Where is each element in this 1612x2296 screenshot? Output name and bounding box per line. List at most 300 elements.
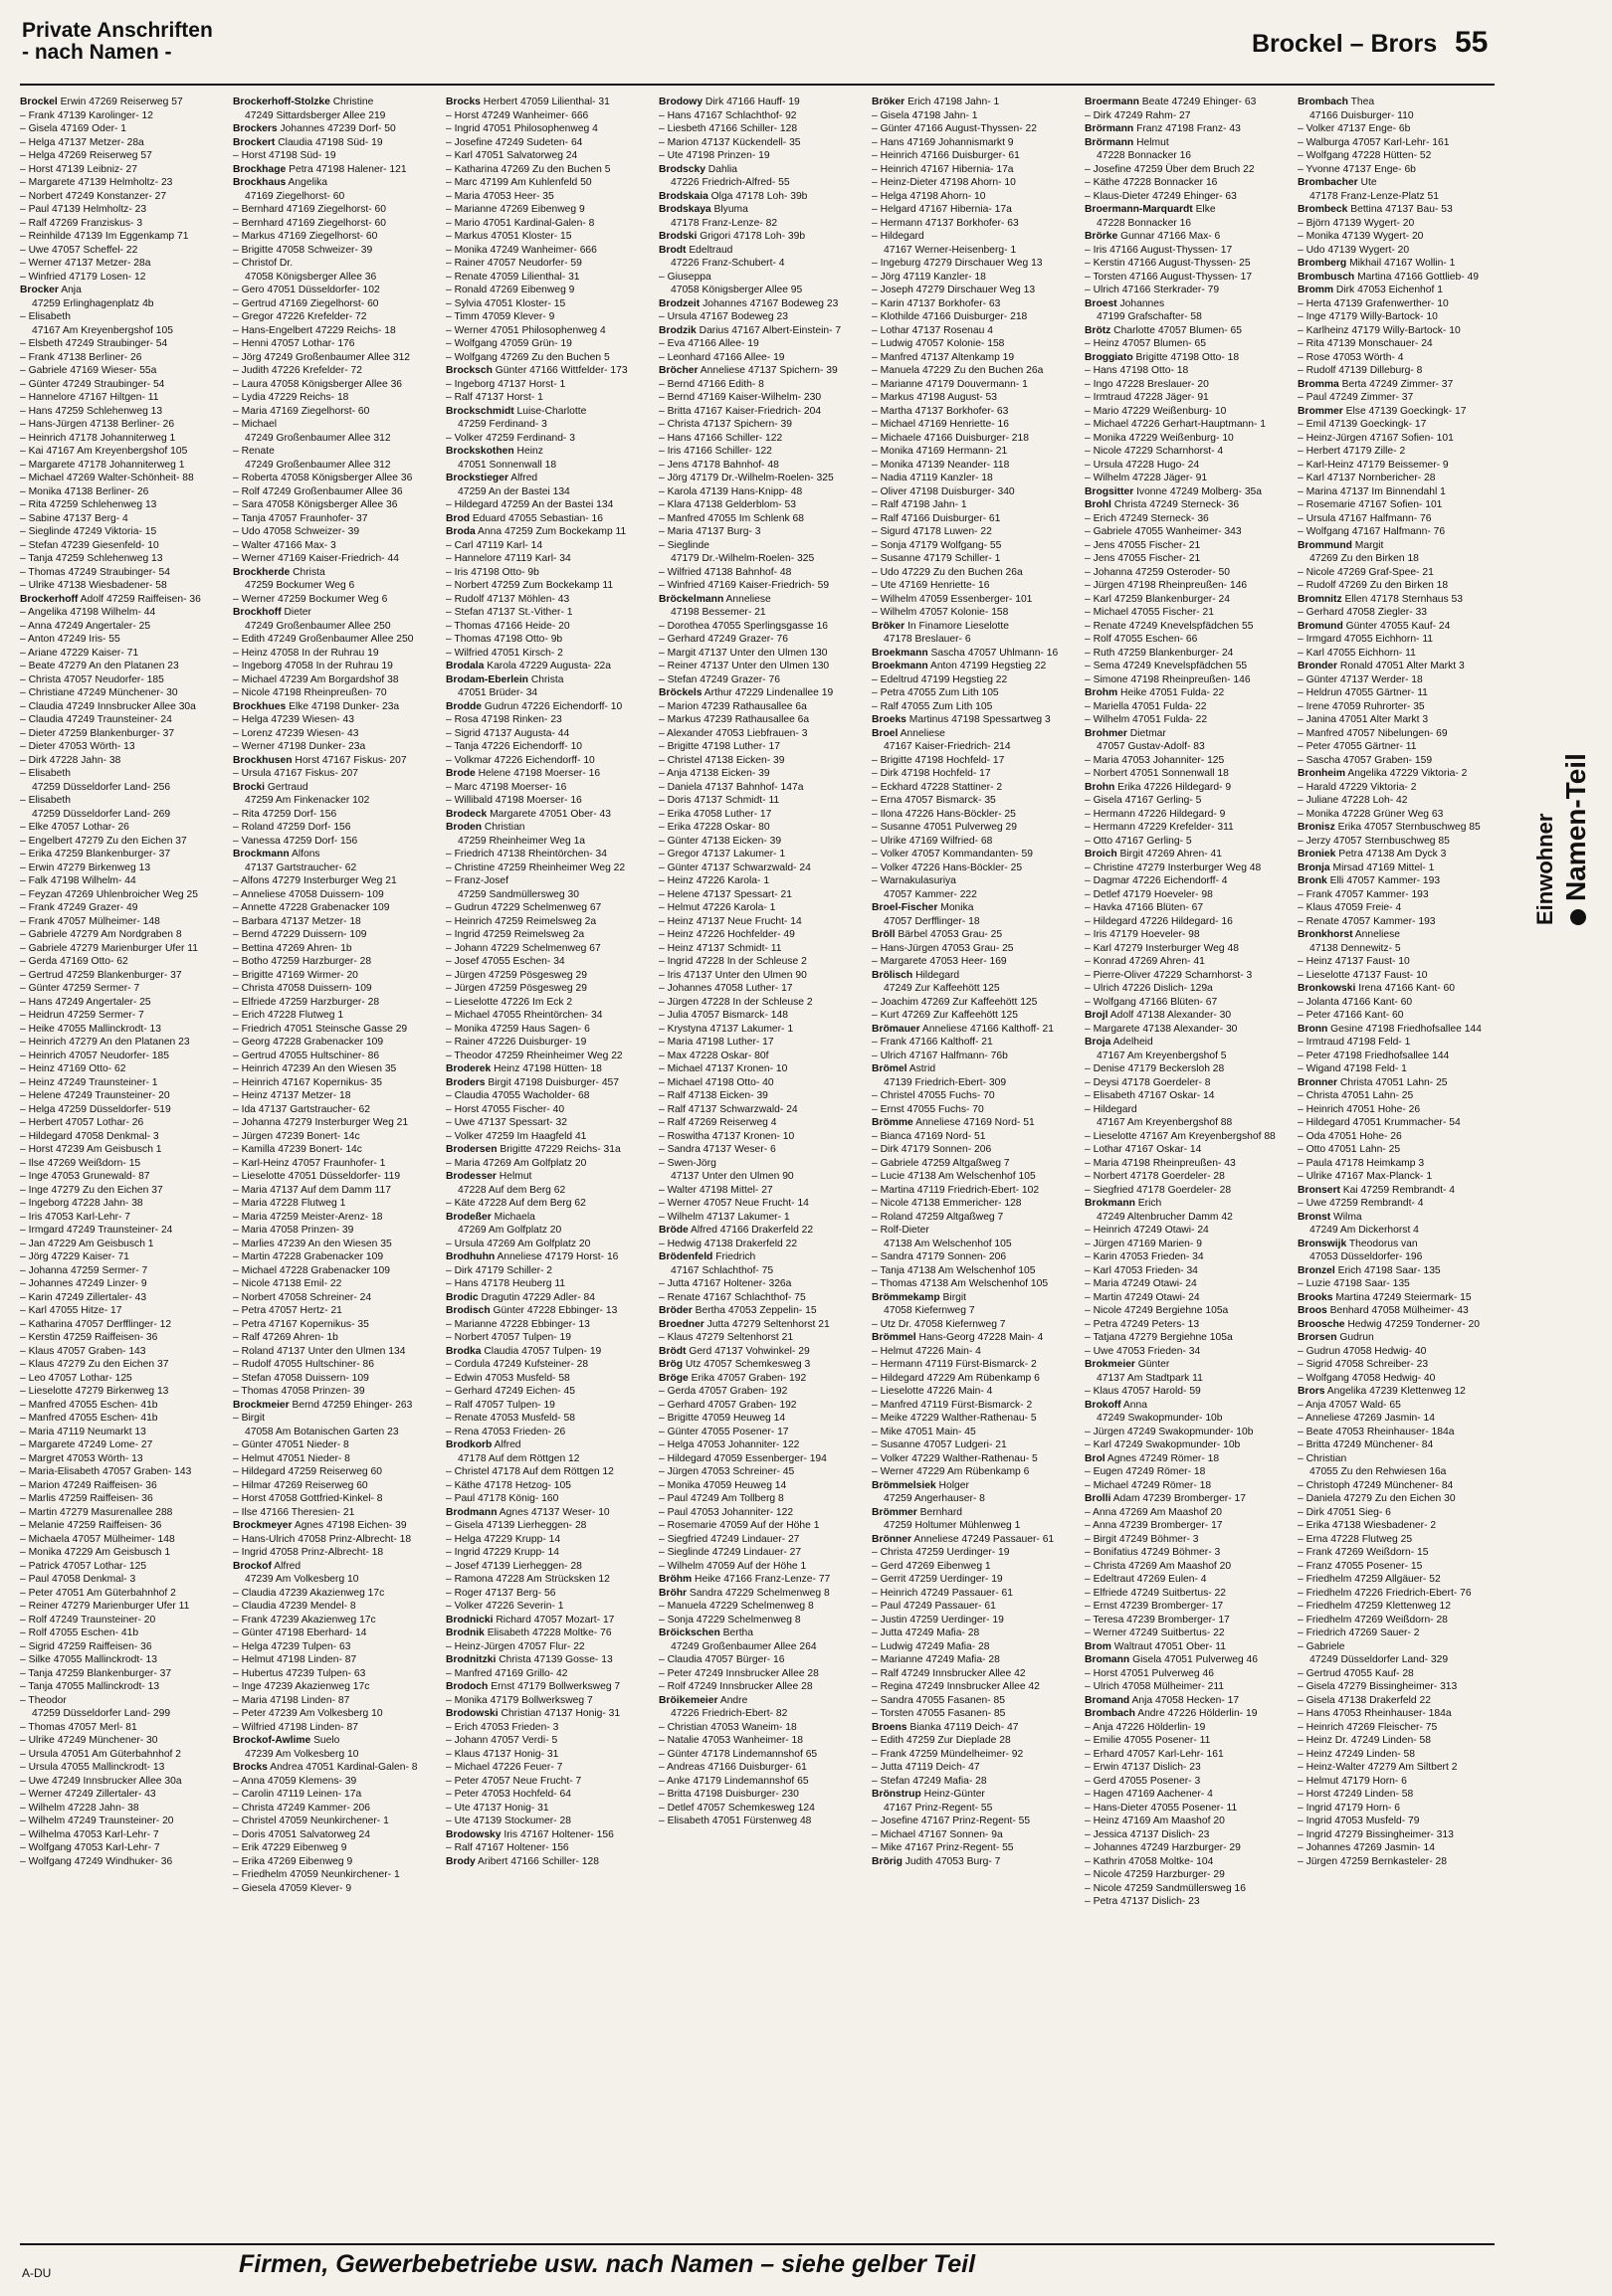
directory-entry: Broden Christian (446, 822, 525, 833)
directory-entry: – Jürgen 47259 Bernkasteler- 28 (1298, 1855, 1447, 1867)
directory-entry: – Paul 47139 Helmholtz- 23 (20, 204, 147, 215)
directory-entry: Brod Eduard 47055 Sebastian- 16 (446, 512, 603, 524)
directory-entry: 47058 Kiefernweg 7 (884, 1305, 975, 1316)
directory-entry: Brömmelsiek Holger (872, 1479, 969, 1491)
directory-entry: – Michael 47055 Fischer- 21 (1085, 607, 1214, 618)
directory-entry: – Paul 47249 Passauer- 61 (872, 1601, 996, 1612)
directory-entry: Bröker Erich 47198 Jahn- 1 (872, 96, 1000, 107)
directory-entry: – Mike 47051 Main- 45 (872, 1426, 976, 1437)
directory-entry: – Manfred 47119 Fürst-Bismarck- 2 (872, 1399, 1033, 1411)
directory-entry: – Hubertus 47239 Tulpen- 63 (233, 1667, 366, 1679)
directory-entry: – Manuela 47229 Zu den Buchen 26a (872, 365, 1044, 376)
directory-entry: – Klaus 47137 Honig- 31 (446, 1748, 559, 1760)
directory-entry: – Manfred 47055 Eschen- 41b (20, 1413, 158, 1424)
directory-entry: – Wilhelma 47053 Karl-Lehr- 7 (20, 1828, 159, 1840)
directory-entry: 47053 Düsseldorfer- 196 (1310, 1251, 1423, 1262)
directory-entry: – Nicole 47138 Emmericher- 128 (872, 1198, 1022, 1209)
directory-entry: – Hermann 47119 Fürst-Bismarck- 2 (872, 1359, 1037, 1370)
directory-entry: – Günter 47137 Schwarzwald- 24 (659, 861, 811, 873)
directory-entry: – Ursula 47228 Hugo- 24 (1085, 459, 1200, 471)
directory-entry: – Inge 47179 Willy-Bartock- 10 (1298, 311, 1438, 322)
directory-entry: Brödt Gerd 47137 Vohwinkel- 29 (659, 1345, 810, 1357)
directory-entry: – Kai 47167 Am Kreyenbergshof 105 (20, 446, 188, 457)
directory-entry: – Peter 47249 Innsbrucker Allee 28 (659, 1667, 819, 1679)
directory-entry: – Margarete 47178 Johanniterweg 1 (20, 459, 185, 471)
directory-entry: – Hildegard 47058 Denkmal- 3 (20, 1130, 159, 1142)
directory-entry: – Herbert 47057 Lothar- 26 (20, 1117, 144, 1128)
directory-entry: – Vanessa 47259 Dorf- 156 (233, 835, 358, 847)
directory-entry: Brodam-Eberlein Christa (446, 673, 564, 685)
directory-entry: – Johann 47229 Schelmenweg 67 (446, 942, 601, 954)
directory-entry: 47057 Kammer- 222 (884, 888, 977, 900)
directory-entry: Brode Helene 47198 Moerser- 16 (446, 768, 601, 779)
directory-entry: – Marlis 47259 Raiffeisen- 36 (20, 1493, 153, 1504)
directory-entry: – Franz 47055 Posener- 15 (1298, 1560, 1423, 1572)
directory-entry: – Gerhard 47057 Graben- 192 (659, 1399, 797, 1411)
directory-entry: Brockherde Christa (233, 566, 325, 578)
directory-entry: – Theodor (20, 1694, 67, 1706)
directory-entry: – Günter 47198 Eberhard- 14 (233, 1627, 367, 1638)
directory-entry: – Petra 47137 Dislich- 23 (1085, 1896, 1200, 1907)
directory-entry: Brokmeier Günter (1085, 1359, 1170, 1370)
directory-entry: – Konrad 47269 Ahren- 41 (1085, 956, 1205, 967)
directory-entry: – Jutta 47119 Deich- 47 (872, 1762, 980, 1773)
directory-entry: – Wolfgang 47059 Grün- 19 (446, 338, 572, 349)
directory-entry: – Martina 47119 Friedrich-Ebert- 102 (872, 1184, 1040, 1196)
directory-entry: – Ernst 47055 Fuchs- 70 (872, 1103, 984, 1115)
directory-entry: – Susanne 47051 Pulverweg 29 (872, 822, 1017, 833)
directory-entry: – Peter 47053 Hochfeld- 64 (446, 1789, 571, 1800)
directory-entry: – Jessica 47137 Dislich- 23 (1085, 1828, 1210, 1840)
directory-entry: 47167 Am Kreyenbergshof 88 (1097, 1117, 1233, 1128)
directory-entry: – Sigrid 47058 Schreiber- 23 (1298, 1359, 1429, 1370)
directory-entry: – Jürgen 47169 Marien- 9 (1085, 1238, 1202, 1249)
directory-entry: – Lieselotte 47226 Im Eck 2 (446, 996, 573, 1008)
directory-column (233, 96, 438, 2234)
directory-entry: Bronsert Kai 47259 Rembrandt- 4 (1298, 1184, 1455, 1196)
directory-entry: – Ingrid 47179 Horn- 6 (1298, 1802, 1401, 1814)
directory-entry: – Christine 47279 Insterburger Weg 48 (1085, 861, 1262, 873)
directory-entry: 47249 Großenbaumer Allee 264 (671, 1640, 817, 1652)
directory-entry: Broniek Petra 47138 Am Dyck 3 (1298, 849, 1447, 860)
directory-entry: – Käthe 47228 Bonnacker 16 (1085, 177, 1218, 188)
directory-entry: – Tanja 47055 Mallinckrodt- 13 (20, 1681, 160, 1692)
directory-entry: – Max 47228 Oskar- 80f (659, 1050, 769, 1061)
directory-entry: – Ulrich 47058 Mülheimer- 211 (1085, 1681, 1225, 1692)
directory-entry: – Lieselotte 47279 Birkenweg 13 (20, 1386, 169, 1397)
directory-entry: – Erna 47057 Bismarck- 35 (872, 795, 996, 806)
directory-entry: – Leo 47057 Lothar- 125 (20, 1372, 132, 1384)
directory-entry: – Walburga 47057 Karl-Lehr- 161 (1298, 136, 1450, 148)
directory-entry: – Birgit 47249 Böhmer- 3 (1085, 1533, 1199, 1545)
directory-entry: – Gerrit 47259 Uerdinger- 19 (872, 1574, 1003, 1585)
directory-entry: – Roland 47259 Dorf- 156 (233, 822, 351, 833)
directory-entry: – Hildegard 47051 Krummacher- 54 (1298, 1117, 1461, 1128)
directory-entry: 47239 Am Volkesberg 10 (245, 1574, 359, 1585)
directory-entry: – Rolf-Dieter (872, 1225, 929, 1236)
directory-entry: – Gisela 47169 Oder- 1 (20, 123, 127, 134)
directory-entry: – Elisabeth 47051 Fürstenweg 48 (659, 1816, 812, 1826)
directory-entry: – Nicole 47249 Bergiehne 105a (1085, 1305, 1229, 1316)
directory-entry: – Edith 47249 Großenbaumer Allee 250 (233, 634, 414, 645)
directory-entry: – Manfred 47055 Im Schlenk 68 (659, 512, 804, 524)
directory-entry: – Ulrike 47249 Münchener- 30 (20, 1735, 158, 1746)
directory-entry: – Uwe 47137 Spessart- 32 (446, 1117, 567, 1128)
directory-entry: – Kerstin 47166 August-Thyssen- 25 (1085, 258, 1251, 269)
directory-entry: Brodmann Agnes 47137 Weser- 10 (446, 1506, 610, 1518)
directory-entry: Brockmann Alfons (233, 849, 320, 860)
directory-entry: Brodskaia Olga 47178 Loh- 39b (659, 190, 808, 202)
directory-entry: – Claudia 47249 Traunsteiner- 24 (20, 714, 172, 725)
directory-entry: – Johanna 47279 Insterburger Weg 21 (233, 1117, 409, 1128)
directory-entry: – Sylvia 47051 Kloster- 15 (446, 297, 566, 309)
directory-entry: – Franz-Josef (446, 875, 508, 886)
directory-entry: Brodoch Ernst 47179 Bollwerksweg 7 (446, 1681, 621, 1692)
directory-entry: – Christine 47259 Rheinheimer Weg 22 (446, 861, 626, 873)
directory-entry: Brojl Adolf 47138 Alexander- 30 (1085, 1010, 1232, 1021)
directory-entry: Brohm Heike 47051 Fulda- 22 (1085, 687, 1225, 698)
directory-entry: – Helene 47249 Traunsteiner- 20 (20, 1090, 170, 1101)
directory-entry: Brorsen Gudrun (1298, 1332, 1374, 1343)
directory-entry: – Ingrid 47228 In der Schleuse 2 (659, 956, 807, 967)
directory-entry: – Thomas 47057 Merl- 81 (20, 1721, 137, 1733)
directory-entry: – Irmgard 47249 Traunsteiner- 24 (20, 1225, 173, 1236)
directory-entry: – Friedhelm 47259 Allgäuer- 52 (1298, 1574, 1441, 1585)
directory-entry: – Erika 47058 Luther- 17 (659, 808, 772, 820)
directory-entry: 47259 Sandmüllersweg 30 (458, 888, 579, 900)
directory-entry: – Michael 47226 Feuer- 7 (446, 1762, 563, 1773)
directory-entry: 47051 Brüder- 34 (458, 687, 538, 698)
directory-column (1298, 96, 1503, 2234)
directory-entry: – Britta 47249 Münchener- 84 (1298, 1439, 1434, 1450)
directory-entry: – Sonja 47229 Schelmenweg 8 (659, 1614, 801, 1626)
directory-entry: – Horst 47239 Am Geisbusch 1 (20, 1144, 162, 1155)
directory-entry: Brocksch Günter 47166 Wittfelder- 173 (446, 365, 628, 376)
directory-entry: – Heinz 47058 In der Ruhrau 19 (233, 647, 379, 659)
directory-entry: – Ute 47169 Henriette- 16 (872, 580, 990, 591)
directory-entry: – Monika 47259 Haus Sagen- 6 (446, 1023, 590, 1035)
footer-rule (20, 2243, 1495, 2245)
directory-entry: – Dirk 47249 Rahm- 27 (1085, 109, 1191, 121)
directory-entry: Brönner Anneliese 47249 Passauer- 61 (872, 1533, 1055, 1545)
directory-entry: – Irene 47059 Ruhrorter- 35 (1298, 700, 1425, 712)
directory-entry: – Tanja 47138 Am Welschenhof 105 (872, 1264, 1036, 1276)
directory-entry: 47259 Düsseldorfer Land- 269 (32, 808, 171, 820)
directory-entry: – Michael 47198 Otto- 40 (659, 1076, 774, 1088)
directory-entry: – Tatjana 47279 Bergiehne 105a (1085, 1332, 1233, 1343)
directory-entry: – Lieselotte 47226 Main- 4 (872, 1386, 993, 1397)
directory-entry: – Maria 47053 Heer- 35 (446, 190, 554, 202)
directory-entry: – Hans-Engelbert 47229 Reichs- 18 (233, 324, 396, 336)
directory-entry: – Manfred 47057 Nibelungen- 69 (1298, 727, 1448, 739)
directory-entry: – Bernhard 47169 Ziegelhorst- 60 (233, 217, 386, 229)
directory-entry: – Rosa 47198 Rinken- 23 (446, 714, 562, 725)
directory-entry: – Cordula 47249 Kufsteiner- 28 (446, 1359, 589, 1370)
directory-entry: – Roland 47259 Altgaßweg 7 (872, 1211, 1004, 1223)
directory-entry: – Björn 47139 Wygert- 20 (1298, 217, 1415, 229)
directory-entry: – Hans-Jürgen 47053 Grau- 25 (872, 942, 1014, 954)
directory-entry: Broest Johannes (1085, 297, 1165, 309)
directory-entry: Brockerhoff-Stolzke Christine (233, 96, 374, 107)
directory-entry: – Marina 47137 Im Binnendahl 1 (1298, 485, 1446, 497)
directory-entry: – Brigitte 47198 Luther- 17 (659, 741, 780, 752)
directory-entry: – Gabriele 47279 Am Nordgraben 8 (20, 929, 182, 940)
directory-entry: – Iris 47137 Unter den Ulmen 90 (659, 969, 807, 981)
directory-entry: – Claudia 47057 Bürger- 16 (659, 1654, 785, 1665)
directory-entry: – Reiner 47279 Marienburger Ufer 11 (20, 1601, 190, 1612)
directory-entry: – Jürgen 47259 Pösgesweg 29 (446, 969, 587, 981)
directory-entry: – Stefan 47058 Duissern- 109 (233, 1372, 369, 1384)
directory-entry: – Bernd 47169 Kaiser-Wilhelm- 230 (659, 392, 822, 403)
directory-entry: 47137 Am Stadtpark 11 (1097, 1372, 1203, 1384)
directory-entry: – Norbert 47057 Tulpen- 19 (446, 1332, 571, 1343)
directory-entry: – Gisela 47139 Lierheggen- 28 (446, 1520, 587, 1531)
directory-entry: – Helga 47239 Tulpen- 63 (233, 1640, 351, 1652)
directory-entry: – Hildegard 47259 An der Bastei 134 (446, 499, 614, 510)
directory-entry: – Uwe 47259 Rembrandt- 4 (1298, 1198, 1424, 1209)
directory-entry: – Bernd 47229 Duissern- 109 (233, 929, 367, 940)
directory-entry: 47249 Großenbaumer Allee 250 (245, 620, 391, 632)
directory-entry: Brodic Dragutin 47229 Adler- 84 (446, 1291, 595, 1303)
directory-entry: – Udo 47139 Wygert- 20 (1298, 244, 1410, 256)
directory-entry: – Elsbeth 47249 Straubinger- 54 (20, 338, 168, 349)
directory-entry: – Eugen 47249 Römer- 18 (1085, 1466, 1206, 1477)
directory-entry: – Karl 47259 Blankenburger- 24 (1085, 593, 1230, 605)
directory-entry: – Iris 47198 Otto- 9b (446, 566, 539, 578)
directory-entry: – Judith 47226 Krefelder- 72 (233, 365, 362, 376)
directory-entry: Brodowy Dirk 47166 Hauff- 19 (659, 96, 800, 107)
directory-entry: – Werner 47259 Bockumer Weg 6 (233, 593, 388, 605)
directory-entry: – Ursula 47167 Halfmann- 76 (1298, 512, 1432, 524)
directory-entry: Bronkowski Irena 47166 Kant- 60 (1298, 983, 1455, 994)
directory-entry: – Michael 47226 Gerhart-Hauptmann- 1 (1085, 419, 1267, 430)
directory-entry: – Jürgen 47249 Swakopmunder- 10b (1085, 1426, 1254, 1437)
directory-entry: – Erika 47269 Eibenweg 9 (233, 1855, 353, 1867)
directory-entry: – Ursula 47055 Mallinckrodt- 13 (20, 1762, 165, 1773)
directory-entry: – Werner 47137 Metzer- 28a (20, 258, 151, 269)
directory-entry: – Monika 47169 Hermann- 21 (872, 446, 1008, 457)
directory-entry: 47249 Altenbrucher Damm 42 (1097, 1211, 1233, 1223)
directory-entry: – Ralf 47137 Schwarzwald- 24 (659, 1103, 798, 1115)
directory-entry: – Monika 47139 Neander- 118 (872, 459, 1010, 471)
directory-entry: Brokmann Erich (1085, 1198, 1162, 1209)
directory-entry: – Giuseppa (659, 271, 711, 283)
directory-entry: 47178 Franz-Lenze-Platz 51 (1310, 190, 1439, 202)
directory-entry: – Wilhelm 47249 Traunsteiner- 20 (20, 1816, 174, 1826)
directory-entry: – Lothar 47137 Rosenau 4 (872, 324, 993, 336)
directory-entry: – Angelika 47198 Wilhelm- 44 (20, 607, 156, 618)
directory-entry: – Jutta 47167 Holtener- 326a (659, 1278, 792, 1289)
directory-entry: – Sabine 47137 Berg- 4 (20, 512, 128, 524)
directory-entry: Brodersen Brigitte 47229 Reichs- 31a (446, 1144, 621, 1155)
directory-entry: – Hans 47169 Johannismarkt 9 (872, 136, 1014, 148)
directory-entry: – Michael 47137 Kronen- 10 (659, 1063, 788, 1074)
directory-entry: – Käthe 47178 Hetzog- 105 (446, 1479, 571, 1491)
directory-entry: 47249 Zur Kaffeehött 125 (884, 983, 1000, 994)
directory-entry: – Erich 47249 Sterneck- 36 (1085, 512, 1209, 524)
directory-entry: – Ursula 47051 Am Güterbahnhof 2 (20, 1748, 181, 1760)
directory-entry: – Ulrich 47226 Dislich- 129a (1085, 983, 1213, 994)
directory-entry: – Gabriele 47055 Wanheimer- 343 (1085, 526, 1242, 537)
directory-entry: – Roswitha 47137 Kronen- 10 (659, 1130, 795, 1142)
directory-entry: – Stefan 47249 Mafia- 28 (872, 1775, 987, 1787)
directory-entry: – Rolf 47249 Großenbaumer Allee 36 (233, 485, 403, 497)
directory-entry: – Werner 47229 Am Rübenkamp 6 (872, 1466, 1030, 1477)
directory-entry: – Maria 47198 Luther- 17 (659, 1037, 774, 1048)
footer-banner: Firmen, Gewerbebetriebe usw. nach Namen – siehe gelber Teil (239, 2250, 976, 2278)
directory-entry: – Britta 47167 Kaiser-Friedrich- 204 (659, 405, 822, 417)
directory-entry: – Karl 47051 Salvatorweg 24 (446, 150, 578, 161)
directory-entry: – Jörg 47179 Dr.-Wilhelm-Roelen- 325 (659, 473, 834, 483)
directory-entry: – Paul 47249 Am Tollberg 8 (659, 1493, 784, 1504)
directory-entry: 47055 Zu den Rehwiesen 16a (1310, 1466, 1447, 1477)
directory-entry: – Monika 47179 Bollwerksweg 7 (446, 1694, 593, 1706)
directory-entry: – Margarete 47139 Helmholtz- 23 (20, 177, 173, 188)
directory-entry: – Jutta 47249 Mafia- 28 (872, 1627, 980, 1638)
directory-entry: – Heinz 47137 Metzer- 18 (233, 1090, 351, 1101)
directory-entry: – Ingrid 47259 Reimelsweg 2a (446, 929, 585, 940)
directory-entry: – Anke 47179 Lindemannshof 65 (659, 1775, 809, 1787)
directory-entry: – Erika 47259 Blankenburger- 37 (20, 849, 171, 860)
directory-entry: – Gerda 47057 Graben- 192 (659, 1386, 788, 1397)
directory-entry: – Beate 47053 Rheinhauser- 184a (1298, 1426, 1455, 1437)
directory-entry: – Justin 47259 Uerdinger- 19 (872, 1614, 1004, 1626)
directory-entry: – Anneliese 47058 Duissern- 109 (233, 888, 384, 900)
directory-entry: – Heike 47055 Mallinckrodt- 13 (20, 1023, 161, 1035)
directory-entry: – Horst 47249 Wanheimer- 666 (446, 109, 589, 121)
directory-entry: Brohmer Dietmar (1085, 727, 1166, 739)
directory-entry: – Johannes 47058 Luther- 17 (659, 983, 793, 994)
directory-entry: 47178 Breslauer- 6 (884, 634, 971, 645)
directory-entry: – Erwin 47279 Birkenweg 13 (20, 861, 151, 873)
directory-entry: 47138 Am Welschenhof 105 (884, 1238, 1012, 1249)
directory-entry: – Günter 47137 Werder- 18 (1298, 673, 1423, 685)
directory-entry: – Frank 47249 Grazer- 49 (20, 902, 138, 913)
directory-entry: – Heinz 47169 Am Maashof 20 (1085, 1816, 1225, 1826)
directory-entry: – Nicole 47229 Scharnhorst- 4 (1085, 446, 1224, 457)
directory-entry: – Otto 47051 Lahn- 25 (1298, 1144, 1401, 1155)
directory-entry: – Ursula 47269 Am Golfplatz 20 (446, 1238, 591, 1249)
directory-entry: Broel Anneliese (872, 727, 945, 739)
directory-entry: – Petra 47057 Hertz- 21 (233, 1305, 342, 1316)
directory-entry: Brockof Alfred (233, 1560, 302, 1572)
directory-entry: – Maria 47249 Otawi- 24 (1085, 1278, 1197, 1289)
directory-entry: – Irmtraud 47198 Feld- 1 (1298, 1037, 1411, 1048)
directory-entry: Brockskothen Heinz (446, 446, 543, 457)
directory-entry: Brodnik Elisabeth 47228 Moltke- 76 (446, 1627, 612, 1638)
directory-entry: 47166 Duisburger- 110 (1310, 109, 1414, 121)
directory-entry: – Maria 47119 Neumarkt 13 (20, 1426, 146, 1437)
directory-entry: – Ute 47139 Stockumer- 28 (446, 1816, 571, 1826)
directory-entry: – Anna 47269 Am Maashof 20 (1085, 1506, 1222, 1518)
directory-entry: – Hans-Ulrich 47058 Prinz-Albrecht- 18 (233, 1533, 412, 1545)
directory-entry: 47259 Düsseldorfer Land- 256 (32, 781, 171, 793)
directory-entry: – Helmut 47198 Linden- 87 (233, 1654, 357, 1665)
directory-entry: – Horst 47058 Gottfried-Kinkel- 8 (233, 1493, 383, 1504)
directory-entry: – Helgard 47167 Hibernia- 17a (872, 204, 1012, 215)
directory-entry: – Gertrud 47169 Ziegelhorst- 60 (233, 297, 379, 309)
directory-entry: Bronkhorst Anneliese (1298, 929, 1401, 940)
directory-entry: – Inge 47053 Grunewald- 87 (20, 1171, 150, 1182)
directory-entry: – Bernhard 47169 Ziegelhorst- 60 (233, 204, 386, 215)
directory-entry: Broedner Jutta 47279 Seltenhorst 21 (659, 1318, 830, 1330)
directory-entry: – Falk 47198 Wilhelm- 44 (20, 875, 136, 886)
directory-entry: – Michael 47055 Rheintörchen- 34 (446, 1010, 603, 1021)
directory-entry: – Sigrid 47259 Raiffeisen- 36 (20, 1640, 152, 1652)
directory-entry: – Jürgen 47198 Rheinpreußen- 146 (1085, 580, 1248, 591)
directory-entry: – Karl 47055 Eichhorn- 11 (1298, 647, 1416, 659)
directory-entry: – Nicole 47138 Emil- 22 (233, 1278, 342, 1289)
directory-entry: – Marc 47198 Moerser- 16 (446, 781, 567, 793)
directory-entry: – Karl 47055 Hitze- 17 (20, 1305, 122, 1316)
directory-entry: – Lydia 47229 Reichs- 18 (233, 392, 349, 403)
directory-entry: – Karola 47139 Hans-Knipp- 48 (659, 485, 803, 497)
directory-entry: – Volker 47259 Im Haagfeld 41 (446, 1130, 587, 1142)
directory-entry: Broekmann Anton 47199 Hegstieg 22 (872, 661, 1047, 671)
directory-entry: – Walter 47166 Max- 3 (233, 539, 336, 551)
directory-entry: – Bettina 47269 Ahren- 1b (233, 942, 352, 954)
directory-entry: Brodscky Dahlia (659, 163, 737, 175)
directory-entry: – Heinrich 47167 Kopernikus- 35 (233, 1076, 382, 1088)
directory-entry: – Ida 47137 Gartstraucher- 62 (233, 1103, 370, 1115)
directory-entry: Brömauer Anneliese 47166 Kalthoff- 21 (872, 1023, 1054, 1035)
directory-entry: Brörke Gunnar 47166 Max- 6 (1085, 231, 1221, 242)
directory-entry: – Ulrike 47167 Max-Planck- 1 (1298, 1171, 1433, 1182)
directory-entry: Bronder Ronald 47051 Alter Markt 3 (1298, 661, 1465, 671)
directory-entry: Brocker Anja (20, 285, 82, 295)
directory-entry: – Daniela 47137 Bahnhof- 147a (659, 781, 804, 793)
directory-entry: – Winfried 47169 Kaiser-Friedrich- 59 (659, 580, 830, 591)
directory-entry: – Eva 47166 Allee- 19 (659, 338, 759, 349)
directory-entry: – Elfriede 47259 Harzburger- 28 (233, 996, 380, 1008)
footer-code: A-DU (22, 2266, 52, 2280)
directory-entry: Brockers Johannes 47239 Dorf- 50 (233, 123, 396, 134)
directory-entry: – Frank 47057 Kammer- 193 (1298, 888, 1429, 900)
directory-entry: – Gertrud 47055 Kauf- 28 (1298, 1667, 1414, 1679)
directory-entry: – Monika 47229 Am Geisbusch 1 (20, 1547, 171, 1558)
directory-entry: – Engelbert 47279 Zu den Eichen 37 (20, 835, 187, 847)
directory-entry: – Frank 47057 Mülheimer- 148 (20, 915, 160, 927)
directory-entry: – Nicole 47259 Sandmüllersweg 16 (1085, 1882, 1246, 1894)
directory-entry: – Michael 47169 Henriette- 16 (872, 419, 1009, 430)
directory-entry: Brombusch Martina 47166 Gottlieb- 49 (1298, 271, 1479, 283)
directory-entry: – Susanne 47179 Schiller- 1 (872, 553, 1001, 564)
directory-entry: – Karl-Heinz 47179 Beissemer- 9 (1298, 459, 1449, 471)
directory-entry: – Friedhelm 47259 Klettenweg 12 (1298, 1601, 1451, 1612)
directory-entry: – Ingrid 47058 Prinz-Albrecht- 18 (233, 1547, 384, 1558)
directory-entry: 47138 Dennewitz- 5 (1310, 942, 1401, 954)
directory-entry: – Marc 47199 Am Kuhlenfeld 50 (446, 177, 592, 188)
directory-entry: – Joseph 47279 Dirschauer Weg 13 (872, 285, 1036, 295)
directory-entry: – Markus 47051 Kloster- 15 (446, 231, 572, 242)
side-tab-line2-text: Namen-Teil (1560, 753, 1591, 901)
directory-entry: – Werner 47057 Neue Frucht- 14 (659, 1198, 809, 1209)
directory-entry: – Heinz 47226 Karola- 1 (659, 875, 770, 886)
directory-entry: – Thomas 47138 Am Welschenhof 105 (872, 1278, 1049, 1289)
directory-entry: Brodeßer Michaela (446, 1211, 535, 1223)
directory-entry: – Manuela 47229 Schelmenweg 8 (659, 1601, 814, 1612)
directory-entry: – Hermann 47226 Hildegard- 9 (1085, 808, 1226, 820)
directory-entry: – Rudolf 47269 Zu den Birken 18 (1298, 580, 1449, 591)
directory-entry: – Thomas 47166 Heide- 20 (446, 620, 570, 632)
directory-entry: – Inge 47239 Akazienweg 17c (233, 1681, 370, 1692)
directory-entry: – Jürgen 47053 Schreiner- 45 (659, 1466, 795, 1477)
directory-entry: 47259 Am Finkenacker 102 (245, 795, 370, 806)
side-tab-line1: Einwohner (1532, 813, 1557, 925)
directory-entry: – Gudrun 47058 Hedwig- 40 (1298, 1345, 1427, 1357)
directory-entry: – Erna 47228 Flutweg 25 (1298, 1533, 1413, 1545)
directory-entry: 47249 Sittardsberger Allee 219 (245, 109, 386, 121)
